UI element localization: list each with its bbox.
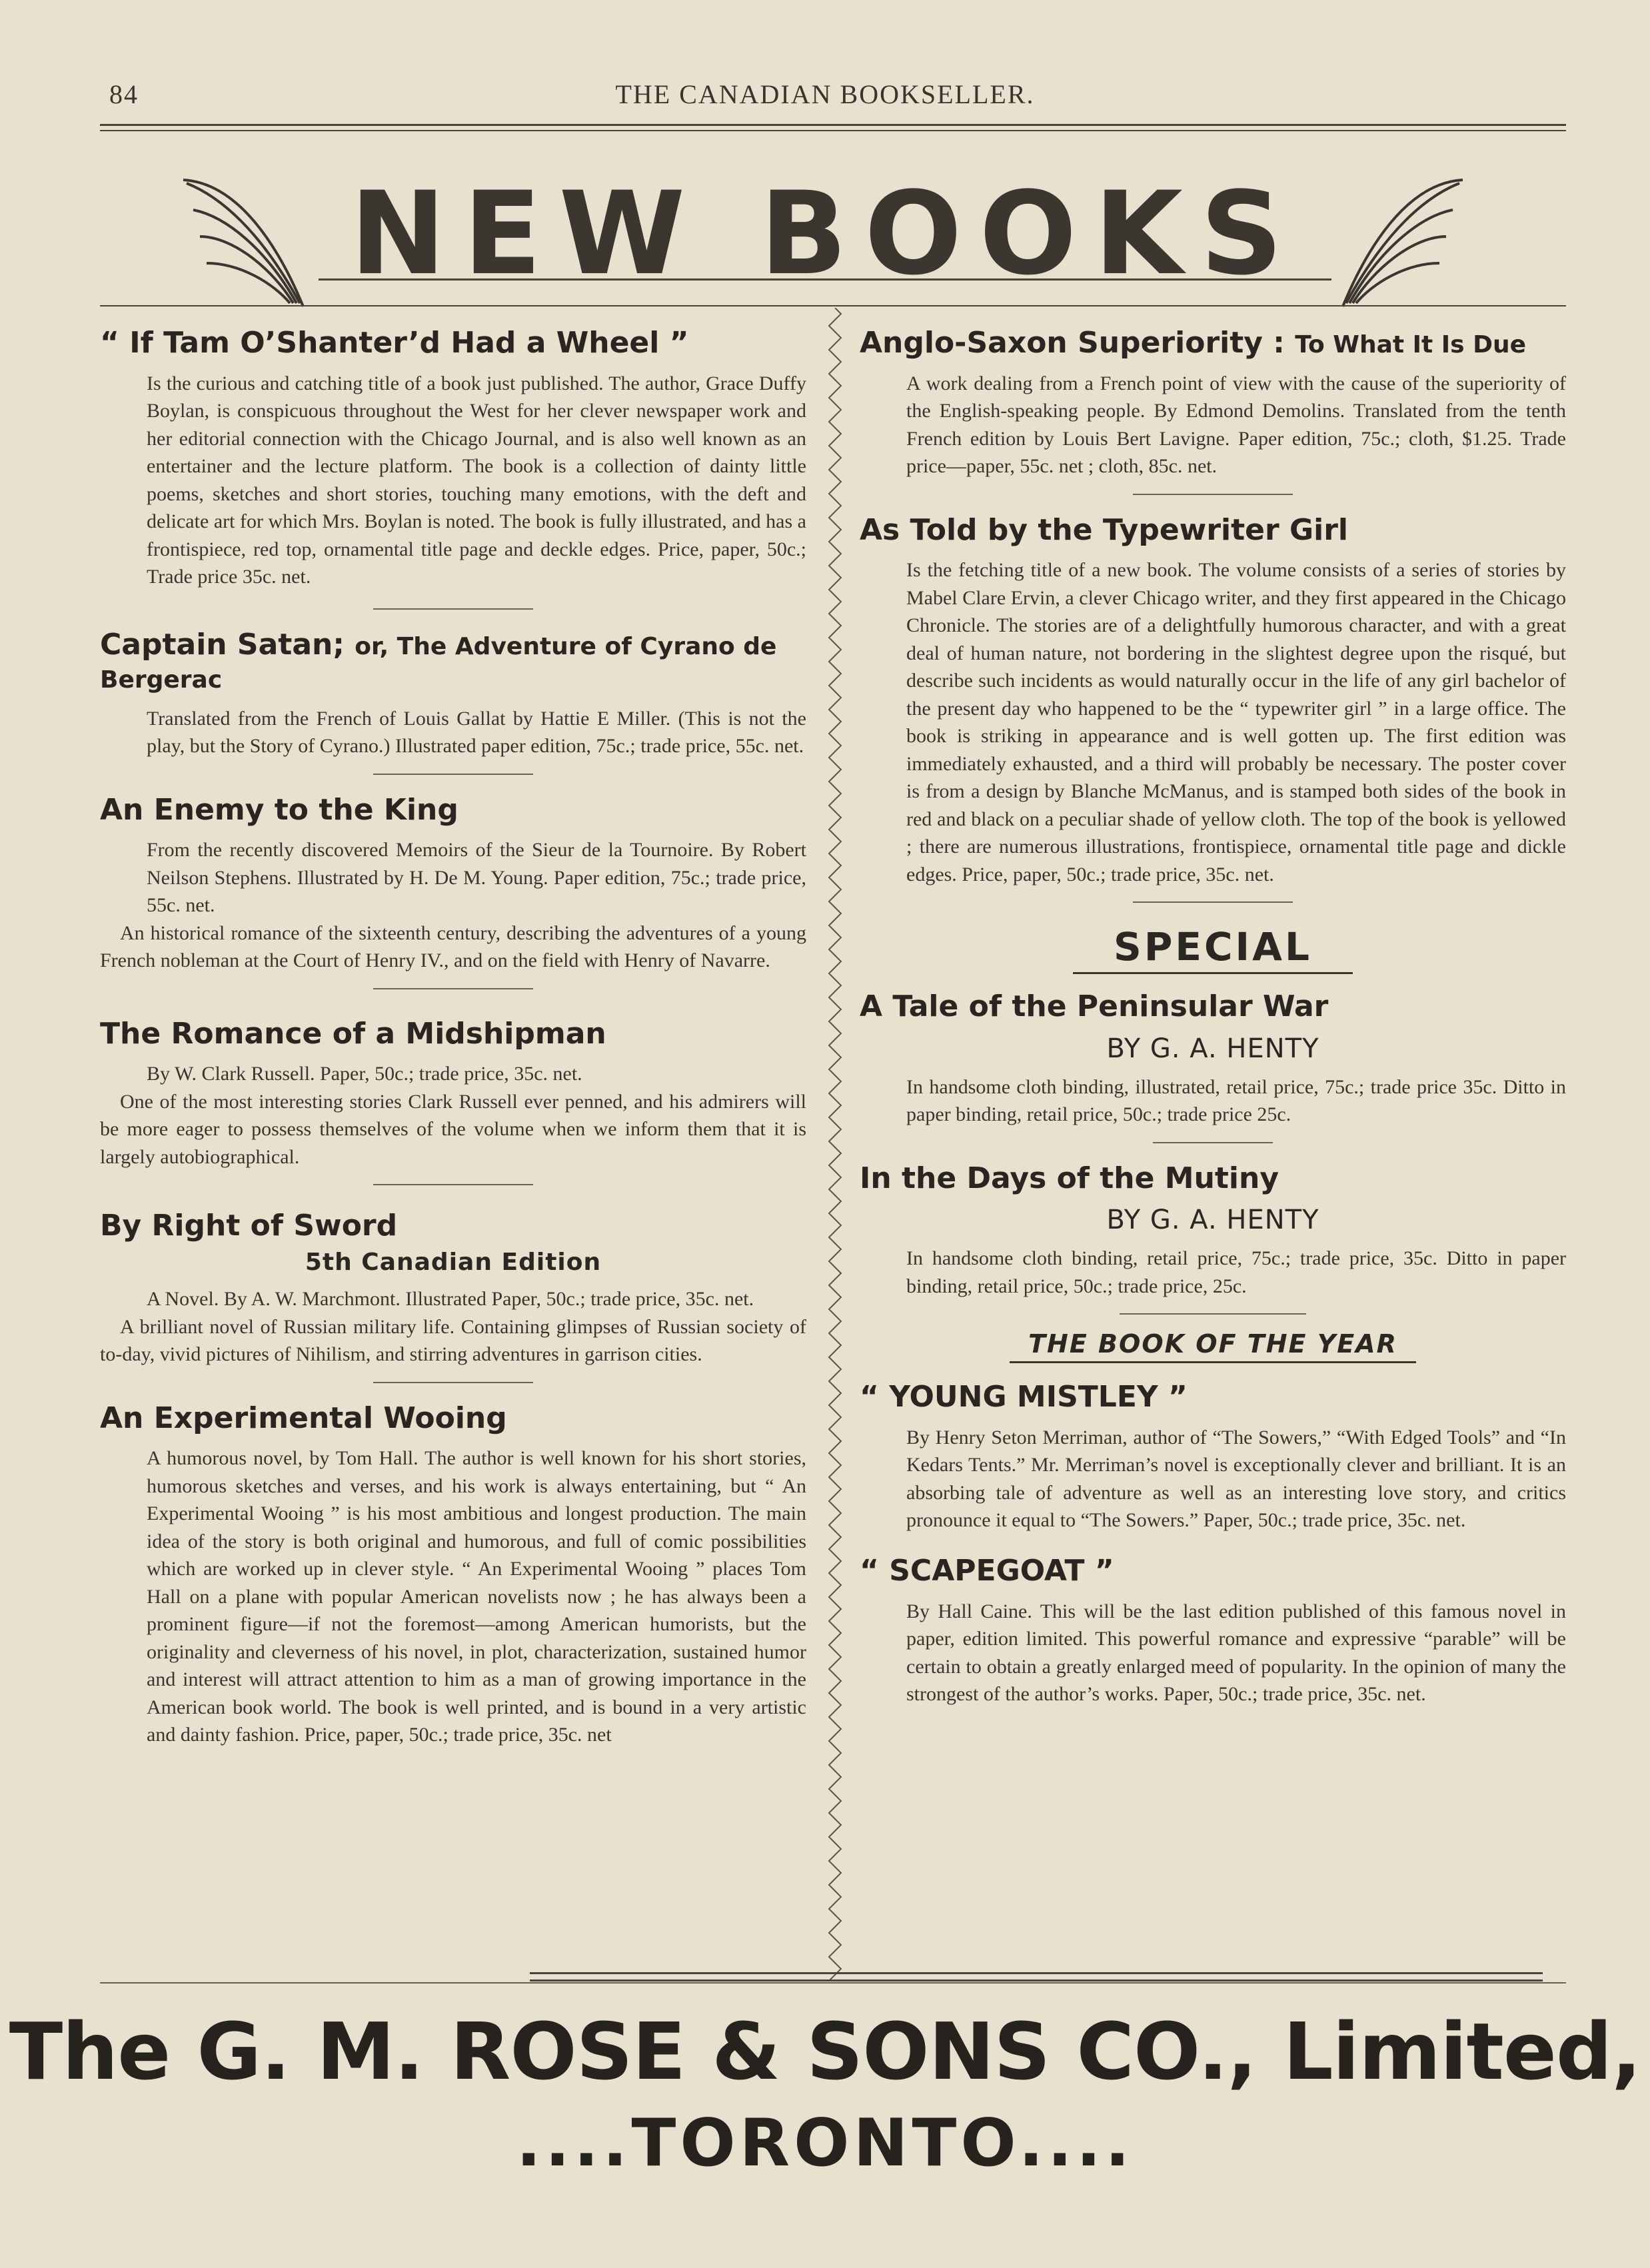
entry-body: By Henry Seton Merriman, author of “The Sowers,” “With Edged Tools” and “In Kedars Tents.” Mr. Merriman’s novel is exceptionally clever and brilliant. It is an absorbing tale of adventure as well as an interesting love story, and critics pronounce it equal to “The Sowers.” Paper, 50c.; trade price, 35c. net. [906, 1426, 1566, 1532]
entry-edition: 5th Canadian Edition [305, 1249, 602, 1277]
entry-title [100, 628, 806, 696]
separator-rule [1133, 901, 1293, 903]
new-books-banner: NEW BOOKS [350, 167, 1300, 300]
entry-days-of-mutiny [860, 1162, 1566, 1301]
banner-bottom-rule [100, 305, 1566, 306]
entry-tam-oshanter [100, 326, 806, 591]
entry-body: Is the fetching title of a new book. The volume consists of a series of stories by Mabel Clare Ervin, a clever Chicago writer, and they first appeared in the Chicago Chronicle. The stories are of a delightfully humorous character, and with a great deal of human nature, not bordering in the slightest degree upon the risqué, but describe such incidents as would naturally occur in the life of any girl bachelor of the present day who happened to be the “ typewriter girl ” in a large office. The book is striking in appearance and is well gotten up. The first edition was immediately exhausted, and a third will probably be necessary. The poster cover is from a design by Blanche McManus, and is stamped both sides of the book in red and black on a peculiar shade of yellow cloth. The top of the book is yellowed ; there are numerous illustrations, frontispiece, ornamental title page and dickle edges. Price, paper, 50c.; trade price, 35c. net. [906, 559, 1566, 885]
entry-typewriter-girl [860, 514, 1566, 889]
entry-body: From the recently discovered Memoirs of the Sieur de la Tournoire. By Robert Neilson Stephens. Illustrated by H. De M. Young. Paper edition, 75c.; trade price, 55c. net. [147, 839, 806, 917]
entry-title: In the Days of the Mutiny [860, 1161, 1279, 1195]
entry-title: A Tale of the Peninsular War [860, 989, 1329, 1024]
entry-body: A Novel. By A. W. Marchmont. Illustrated Paper, 50c.; trade price, 35c. net. [147, 1288, 754, 1311]
separator-rule [373, 1382, 533, 1383]
book-of-year-heading: THE BOOK OF THE YEAR [1028, 1329, 1397, 1359]
column-divider [826, 308, 844, 1980]
entry-title: The Romance of a Midshipman [100, 1016, 606, 1051]
special-heading: SPECIAL [1114, 924, 1312, 970]
separator-rule [373, 1184, 533, 1185]
header-rule [100, 124, 1566, 131]
entry-body: One of the most interesting stories Clark Russell ever penned, and his admirers will be more eager to possess themselves of the volume when we inform them that it is largely autobiographical. [100, 1090, 806, 1168]
entry-by-right-of-sword [100, 1209, 806, 1368]
entry-peninsular-war [860, 990, 1566, 1129]
separator-rule [1120, 1313, 1306, 1315]
right-column [860, 326, 1566, 1708]
entry-title: “ SCAPEGOAT ” [860, 1553, 1114, 1588]
banner-underline [319, 279, 1331, 281]
separator-rule [1153, 1142, 1273, 1143]
entry-body: In handsome cloth binding, retail price, 75c.; trade price, 35c. Ditto in paper binding, retail price, 50c.; trade price, 25c. [906, 1247, 1566, 1297]
entry-enemy-to-the-king [100, 794, 806, 975]
entry-title-main: Anglo-Saxon Superiority : [860, 326, 1285, 360]
entry-body: Is the curious and catching title of a book just published. The author, Grace Duffy Boylan, is conspicuous throughout the West for her clever newspaper work and her editorial connection with the Chicago Journal, and is also well known as an entertainer and the lecture platform. The book is a collection of dainty little poems, sketches and short stories, touching many emotions, with the deft and delicate art for which Mrs. Boylan is noted. The book is fully illustrated, and has a frontispiece, red top, ornamental title page and deckle edges. Price, paper, 50c.; Trade price 35c. net. [147, 372, 806, 588]
entry-experimental-wooing [100, 1402, 806, 1749]
entry-title: “ If Tam O’Shanter’d Had a Wheel ” [100, 326, 689, 360]
separator-rule [373, 988, 533, 989]
entry-body: A work dealing from a French point of view with the cause of the superiority of the English-speaking people. By Edmond Demolins. Translated from the tenth French edition by Louis Bert Lavigne. Paper edition, 75c.; cloth, $1.25. Trade price—paper, 55c. net ; cloth, 85c. net. [906, 372, 1566, 478]
entry-young-mistley [860, 1381, 1566, 1534]
entry-body: By Hall Caine. This will be the last edition published of this famous novel in paper, edition limited. This powerful romance and expressive “parable” will be certain to obtain a greatly enlarged meed of popularity. In the opinion of many the strongest of the author’s works. Paper, 50c.; trade price, 35c. net. [906, 1600, 1566, 1706]
separator-rule [1133, 494, 1293, 495]
separator-rule [373, 608, 533, 610]
entry-scapegoat [860, 1554, 1566, 1708]
separator-rule [373, 774, 533, 775]
entry-anglo-saxon [860, 326, 1566, 480]
footer-rule [100, 1982, 1566, 1984]
entry-title [860, 326, 1566, 360]
entry-subtitle: or, The Adventure of Cyrano de Bergerac [100, 632, 777, 694]
footer-double-rule [530, 1972, 1543, 1982]
entry-byline: BY G. A. HENTY [1106, 1033, 1319, 1064]
entry-byline: BY G. A. HENTY [1106, 1205, 1319, 1236]
entry-title: An Experimental Wooing [100, 1401, 507, 1435]
entry-title: An Enemy to the King [100, 792, 458, 827]
entry-title: By Right of Sword [100, 1209, 398, 1243]
entry-body: Translated from the French of Louis Gallat by Hattie E Miller. (This is not the play, but the Story of Cyrano.) Illustrated paper edition, 75c.; trade price, 55c. net. [147, 707, 806, 758]
entry-body: In handsome cloth binding, illustrated, retail price, 75c.; trade price 35c. Ditto in paper binding, retail price, 50c.; trade price 25c. [906, 1075, 1566, 1126]
entry-captain-satan [100, 628, 806, 760]
entry-romance-midshipman [100, 1017, 806, 1171]
left-column [100, 326, 806, 1749]
special-underline [1073, 972, 1353, 974]
running-head: THE CANADIAN BOOKSELLER. [615, 79, 1035, 109]
entry-title: “ YOUNG MISTLEY ” [860, 1380, 1188, 1415]
entry-body: An historical romance of the sixteenth century, describing the adventures of a young French nobleman at the Court of Henry IV., and on the field with Henry of Navarre. [100, 921, 806, 972]
entry-body: By W. Clark Russell. Paper, 50c.; trade price, 35c. net. [147, 1063, 582, 1085]
entry-body: A brilliant novel of Russian military life. Containing glimpses of Russian society of to-day, vivid pictures of Nihilism, and stirring adventures in garrison cities. [100, 1315, 806, 1366]
entry-subtitle: To What It Is Due [1295, 331, 1527, 358]
publisher-name: The G. M. ROSE & SONS CO., Limited, [9, 2005, 1641, 2097]
entry-body: A humorous novel, by Tom Hall. The author is well known for his short stories, humorous sketches and verses, and his work is always entertaining, but “ An Experimental Wooing ” is his most ambitious and longest production. The main idea of the story is both original and humorous, and full of comic possibilities which are worked up in clever style. “ An Experimental Wooing ” places Tom Hall on a plane with popular American novelists now ; he has always been a prominent figure—if not the foremost—among American humorists, but the originality and cleverness of his novel, in plot, characterization, sustained humor and interest will attract attention to him as a man of growing importance in the American book world. The book is well printed, and is bound in a very artistic and dainty fashion. Price, paper, 50c.; trade price, 35c. net [147, 1447, 806, 1746]
book-of-year-underline [1010, 1361, 1416, 1363]
entry-title-main: Captain Satan; [100, 627, 345, 662]
entry-title: As Told by the Typewriter Girl [860, 512, 1348, 547]
page-number: 84 [109, 79, 139, 109]
publisher-city: ....TORONTO.... [516, 2105, 1134, 2181]
